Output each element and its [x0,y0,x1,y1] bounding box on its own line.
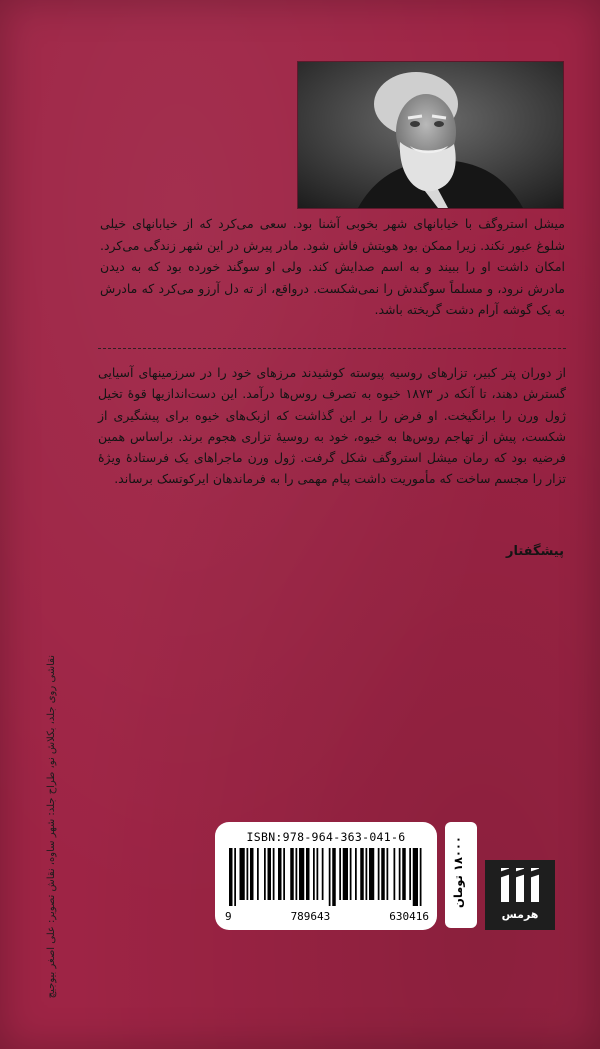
barcode-bar [283,848,285,900]
price-text: ۱۸۰۰۰ تومان [451,836,465,908]
barcode-bar [399,848,401,900]
author-portrait [298,62,563,208]
barcode-bar [332,848,336,906]
barcode-bar [366,848,368,900]
publisher-logo [485,860,555,930]
barcode-icon [229,848,425,906]
barcode-digit-group: 789643 [290,910,331,923]
barcode-bar [339,848,341,900]
barcode-bar [420,848,422,906]
barcode-bar [394,848,396,900]
barcode-bar [299,848,304,900]
barcode-bar [247,848,249,900]
barcode-bar [250,848,254,900]
barcode-bar [369,848,374,900]
barcode-digits [225,910,429,923]
barcode-label [215,822,437,930]
dashed-divider [98,348,566,349]
barcode-bar [409,848,411,900]
barcode-bar [273,848,275,900]
barcode-bar [402,848,406,900]
barcode-bar [322,848,324,900]
barcode-bar [290,848,294,900]
preface-paragraph: از دوران پتر کبیر، تزارهای روسیه پیوسته کوشیدند مرزهای خود را در سرزمینهای آسیایی گسترش دهند، تا آنکه در ۱۸۷۳ خیوه به تصرف روس‌ها درآمد. این دست‌اندازیها قوهٔ تخیل ژول ورن را برانگیخت. او فرض را بر این گذاشت که ازبک‌های خیوه برای پیشگیری از شکست، پیش از تهاجم روس‌ها به خیوه، خود به روسیهٔ تزاری هجوم برند. براساس همین فرضیه بود که رمان میشل استروگف شکل گرفت. ژول ورن ماجراهای یک فرستادهٔ ویژهٔ تزار را مجسم ساخت که مأموریت داشت پیام مهمی را به فرماندهان ایرکوتسک برساند. [98,365,567,487]
barcode-digit-group: 630416 [389,910,429,923]
barcode-bar [313,848,315,900]
publisher-name: هرمس [501,908,539,921]
barcode-bar [387,848,389,900]
barcode-bar [378,848,380,900]
barcode-bar [234,848,236,906]
barcode-bar [240,848,245,900]
barcode-bar [257,848,259,900]
excerpt-paragraph: میشل استروگف با خیابانهای شهر بخوبی آشنا بود. سعی می‌کرد که از خیابانهای خیلی شلوغ عبور نکند. زیرا ممکن بود هویتش فاش شود. مادر پیرش در این شهر زندگی می‌کرد. امکان داشت او را ببیند و به اسم صدایش کند. ولی او سوگند خورده بود که به دیدن مادرش نرود، و مسلماً سوگندش را نمی‌شکست. درواقع، از ته دل آرزو می‌کرد که مادرش به یک گوشه آرام دشت گریخته باشد. [100,216,565,317]
barcode-bar [296,848,298,900]
barcode-bar [306,848,310,900]
barcode-bar [350,848,352,900]
barcode-bar [317,848,319,900]
preface-signature: پیشگفتار [505,544,564,559]
barcode-bar [360,848,364,900]
hermes-logo-icon [499,868,541,902]
barcode-bar [329,848,331,906]
barcode-bar [268,848,272,900]
barcode-bar [229,848,233,906]
barcode-digit-group: 9 [225,910,232,923]
price-label [445,822,477,928]
isbn-text: ISBN:978-964-363-041-6 [246,830,406,844]
barcode-bar [413,848,418,906]
barcode-bar [381,848,385,900]
cover-credits: نقاشی روی جلد، بکلاش نو، طراح جلد: شهر ساوه، نقاش تصویر: علی اصغر بیوجیچ [46,655,57,999]
barcode-bar [343,848,348,900]
barcode-bar [264,848,266,900]
portrait-photo-icon [298,62,563,208]
barcode-bar [355,848,357,900]
barcode-bar [278,848,282,900]
